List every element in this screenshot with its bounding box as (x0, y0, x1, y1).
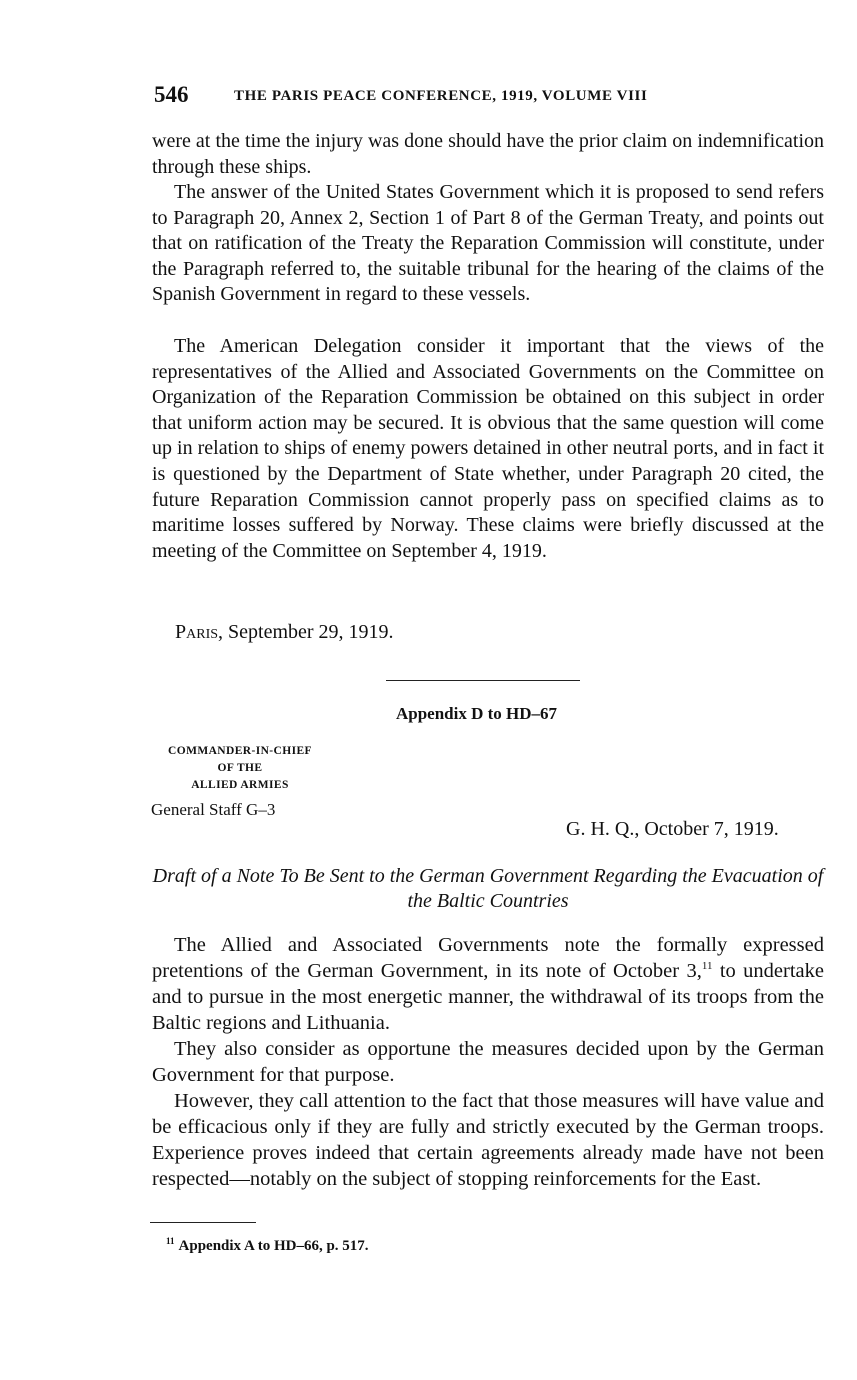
draft-title: Draft of a Note To Be Sent to the German Government Regarding the Evacuation of the Baltic Countries (152, 865, 824, 912)
text-run: The Allied and Associated Governments note the formally expressed pretentions of the German Government, in its note of October 3, (152, 934, 824, 982)
paragraph-attention: However, they call attention to the fact that those measures will have value and be efficacious only if they are fully and strictly executed by the German troops. Experience proves indeed that certain agreements already made have not been respected—notably on the subject of stopping reinforcements for the East. (152, 1090, 824, 1190)
paragraph-american-delegation: The American Delegation consider it important that the views of the representatives of the Allied and Associated Governments on the Committee on Organization of the Reparation Commission be obtained on this subject in order that uniform action may be secured. It is obvious that the same question will come up in relation to ships of enemy powers detained in other neutral ports, and in fact it is questioned by the Department of State whether, under Paragraph 20 cited, the future Reparation Commission cannot properly pass on specified claims as to maritime losses suffered by Norway. These claims were briefly discussed at the meeting of the Committee on September 4, 1919. (152, 335, 824, 562)
running-title: THE PARIS PEACE CONFERENCE, 1919, VOLUME VIII (234, 88, 648, 104)
paragraph-continued: were at the time the injury was done should have the prior claim on indemnification through these ships. (152, 130, 824, 178)
page-header (154, 82, 824, 110)
organization-block (150, 743, 330, 794)
page-number: 546 (154, 82, 189, 107)
org-line: COMMANDER-IN-CHIEF (168, 745, 312, 757)
appendix-title: Appendix D to HD–67 (396, 704, 558, 723)
text-run: to undertake and to pursue in the most energetic manner, the withdrawal of its troops from the Baltic regions and Lithuania. (152, 960, 825, 1034)
signoff (175, 621, 394, 644)
org-line: ALLIED ARMIES (191, 779, 289, 791)
section-divider (386, 680, 580, 681)
signoff-place: Paris (175, 621, 219, 643)
footnote-divider (150, 1222, 256, 1223)
paragraph-us-government-answer: The answer of the United States Government which it is proposed to send refers to Paragraph 20, Annex 2, Section 1 of Part 8 of the German Treaty, and points out that on ratification of the Treaty the Reparation Commission will constitute, under the Paragraph referred to, the suitable tribunal for the hearing of the claims of the Spanish Government in regard to these vessels. (152, 181, 824, 306)
org-line: OF THE (217, 762, 263, 774)
signoff-date: , September 29, 1919. (218, 621, 394, 643)
dateline: G. H. Q., October 7, 1919. (566, 818, 779, 840)
footnote-reference: 11 (701, 960, 713, 973)
footnote-marker: 11 (166, 1236, 175, 1246)
general-staff: General Staff G–3 (151, 800, 276, 819)
footnote-text: Appendix A to HD–66, p. 517. (178, 1238, 369, 1254)
paragraph-measures: They also consider as opportune the measures decided upon by the German Government for that purpose. (152, 1038, 824, 1086)
paragraph-allied-governments (152, 932, 824, 1036)
footnote (166, 1236, 369, 1255)
